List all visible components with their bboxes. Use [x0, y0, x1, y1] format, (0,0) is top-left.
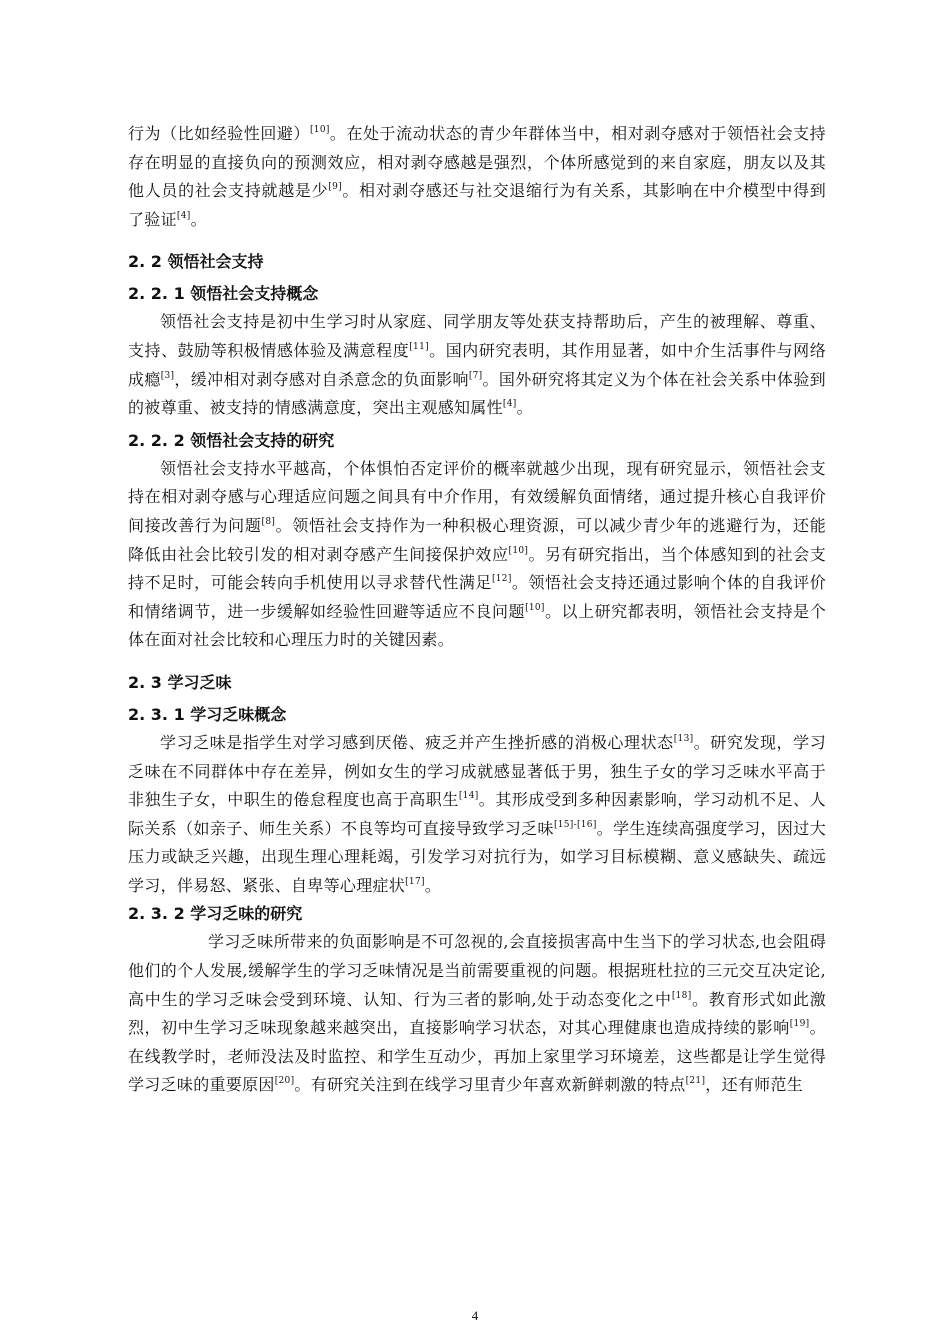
- text: 。另有研究指出，当个体感知到的社会支持不足时，可能会转向手机使用以寻求替代性满足: [128, 544, 826, 593]
- text: 。研究发现，学习乏味在不同群体中存在差异，例如女生的学习成就感显著低于男，独生子女的学习乏味水平高于非独生子女，中职生的倦怠程度也高于高职生: [128, 732, 826, 810]
- subsection-heading-2-3-2: 2. 3. 2 学习乏味的研究: [128, 904, 303, 924]
- citation: [7]: [468, 370, 483, 381]
- text: 。教育形式如此激烈，初中生学习乏味现象越来越突出，直接影响学习状态，对其心理健康也造成持续的影响: [128, 989, 826, 1038]
- citation: [15]-[16]: [553, 819, 597, 830]
- citation: [9]: [328, 182, 342, 193]
- paragraph-social-support-concept: [128, 308, 826, 422]
- citation: [3]: [160, 370, 175, 381]
- text: 。: [190, 209, 207, 229]
- text: 。: [424, 875, 442, 895]
- text: 。有研究关注到在线学习里青少年喜欢新鲜刺激的特点: [294, 1075, 686, 1095]
- subsection-heading-2-2-1: 2. 2. 1 领悟社会支持概念: [128, 284, 319, 304]
- text: 。在线教学时，老师没法及时监控、和学生互动少，再加上家里学习环境差，这些都是让学生觉得学习乏味的重要原因: [128, 1018, 826, 1095]
- citation: [21]: [685, 1076, 706, 1087]
- text: 。领悟社会支持作为一种积极心理资源，可以减少青少年的逃避行为，还能降低由社会比较引发的相对剥夺感产生间接保护效应: [128, 515, 826, 564]
- citation: [10]: [508, 545, 529, 556]
- subsection-heading-2-3-1: 2. 3. 1 学习乏味概念: [128, 704, 287, 724]
- section-heading-2-3: 2. 3 学习乏味: [128, 672, 232, 692]
- text: 。国外研究将其定义为个体在社会关系中体验到的被尊重、被支持的情感满意度，突出主观感知属性: [128, 369, 826, 418]
- citation: [17]: [405, 876, 425, 887]
- text: 行为（比如经验性回避）: [128, 124, 310, 143]
- citation: [10]: [309, 125, 330, 135]
- paragraph-boredom-concept: [128, 729, 826, 901]
- text: 。国内研究表明，其作用显著，如中介生活事件与网络成瘾: [128, 340, 826, 389]
- document-body: [128, 120, 826, 1100]
- text: 。: [516, 398, 533, 418]
- text: 学习乏味所带来的负面影响是不可忽视的,会直接损害高中生当下的学习状态,也会阻碍他们的个人发展,缓解学生的学习乏味情况是当前需要重视的问题。根据班杜拉的三元交互决定论,高中生的学习乏味会受到环境、认知、行为三者的影响,处于动态变化之中: [128, 932, 826, 1009]
- paragraph-relative-deprivation-end: [128, 120, 826, 234]
- section-heading-2-2: 2. 2 领悟社会支持: [128, 252, 264, 272]
- text: 学习乏味是指学生对学习感到厌倦、疲乏并产生挫折感的消极心理状态: [160, 732, 674, 752]
- citation: [13]: [673, 733, 694, 744]
- text: ，还有师范生: [705, 1075, 804, 1095]
- citation: [10]: [525, 602, 545, 613]
- citation: [20]: [274, 1076, 295, 1087]
- text: 。领悟社会支持还通过影响个体的自我评价和情绪调节，进一步缓解如经验性回避等适应不良问题: [128, 573, 826, 621]
- text: 。在处于流动状态的青少年群体当中，相对剥夺感对于领悟社会支持存在明显的直接负向的预测效应，相对剥夺感越是强烈，个体所感觉到的来自家庭，朋友以及其他人员的社会支持就越是少: [128, 124, 826, 201]
- citation: [11]: [409, 341, 429, 352]
- citation: [18]: [671, 990, 692, 1001]
- citation: [19]: [789, 1019, 810, 1030]
- subsection-heading-2-2-2: 2. 2. 2 领悟社会支持的研究: [128, 430, 335, 450]
- text: 。相对剥夺感还与社交退缩行为有关系，其影响在中介模型中得到了验证: [128, 181, 826, 229]
- page-number: 4: [471, 1308, 479, 1323]
- citation: [14]: [458, 791, 479, 802]
- citation: [8]: [261, 516, 276, 527]
- text: 。其形成受到多种因素影响，学习动机不足、人际关系（如亲子、师生关系）不良等均可直接导致学习乏味: [128, 790, 826, 838]
- paragraph-social-support-research: [128, 455, 826, 655]
- text: ，缓冲相对剥夺感对自杀意念的负面影响: [174, 369, 469, 389]
- text: 领悟社会支持水平越高，个体惧怕否定评价的概率就越少出现，现有研究显示，领悟社会支持在相对剥夺感与心理适应问题之间具有中介作用，有效缓解负面情绪，通过提升核心自我评价间接改善行为问题: [128, 458, 826, 535]
- text: 。以上研究都表明，领悟社会支持是个体在面对社会比较和心理压力时的关键因素。: [128, 601, 826, 650]
- paragraph-boredom-research: [128, 928, 826, 1100]
- text: 。学生连续高强度学习，因过大压力或缺乏兴趣，出现生理心理耗竭，引发学习对抗行为，如学习目标模糊、意义感缺失、疏远学习，伴易怒、紧张、自卑等心理症状: [128, 818, 826, 895]
- citation: [4]: [176, 210, 191, 221]
- citation: [12]: [491, 574, 512, 585]
- text: 领悟社会支持是初中生学习时从家庭、同学朋友等处获支持帮助后，产生的被理解、尊重、支持、鼓励等积极情感体验及满意程度: [128, 312, 826, 360]
- citation: [4]: [502, 399, 517, 410]
